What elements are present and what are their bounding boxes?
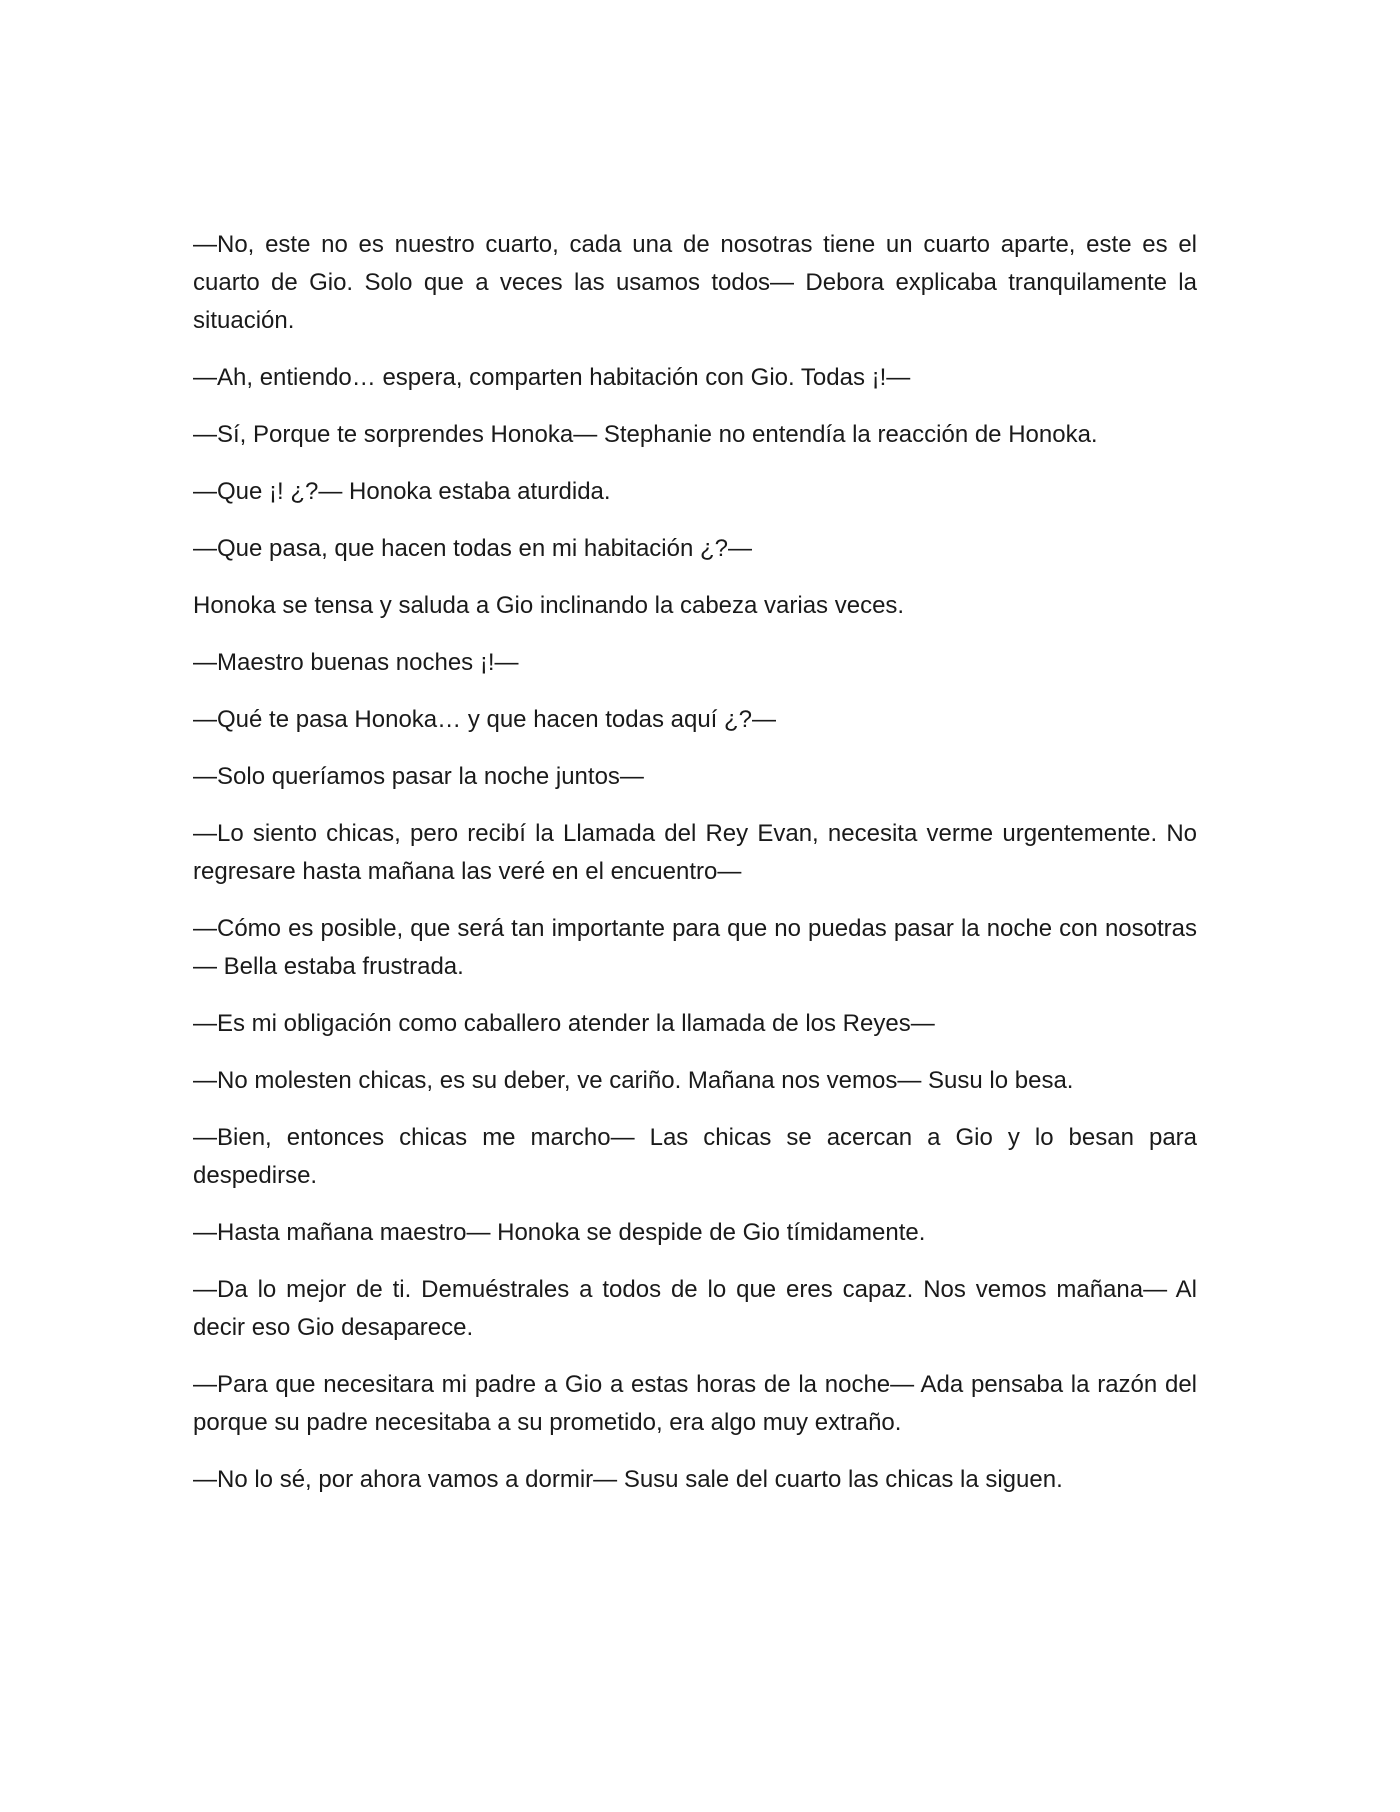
paragraph-3: —Sí, Porque te sorprendes Honoka— Stephanie no entendía la reacción de Honoka. bbox=[193, 421, 1098, 448]
paragraph-5: —Que pasa, que hacen todas en mi habitación ¿?— bbox=[193, 535, 753, 562]
paragraph-16: —Da lo mejor de ti. Demuéstrales a todos de lo que eres capaz. Nos vemos mañana— Al decir eso Gio desaparece. bbox=[193, 1276, 1197, 1341]
paragraph-14: —Bien, entonces chicas me marcho— Las chicas se acercan a Gio y lo besan para despedirse. bbox=[193, 1124, 1197, 1189]
document-body bbox=[193, 226, 1197, 1518]
paragraph-18: —No lo sé, por ahora vamos a dormir— Susu sale del cuarto las chicas la siguen. bbox=[193, 1466, 1063, 1493]
paragraph-1: —No, este no es nuestro cuarto, cada una de nosotras tiene un cuarto aparte, este es el cuarto de Gio. Solo que a veces las usamos todos— Debora explicaba tranquilamente la situación. bbox=[193, 231, 1197, 334]
paragraph-2: —Ah, entiendo… espera, comparten habitación con Gio. Todas ¡!— bbox=[193, 364, 911, 391]
paragraph-4: —Que ¡! ¿?— Honoka estaba aturdida. bbox=[193, 478, 611, 505]
paragraph-10: —Lo siento chicas, pero recibí la Llamada del Rey Evan, necesita verme urgentemente. No regresare hasta mañana las veré en el encuentro— bbox=[193, 820, 1197, 885]
paragraph-17: —Para que necesitara mi padre a Gio a estas horas de la noche— Ada pensaba la razón del porque su padre necesitaba a su prometido, era algo muy extraño. bbox=[193, 1371, 1197, 1436]
paragraph-7: —Maestro buenas noches ¡!— bbox=[193, 649, 519, 676]
paragraph-12: —Es mi obligación como caballero atender la llamada de los Reyes— bbox=[193, 1010, 935, 1037]
paragraph-11: —Cómo es posible, que será tan importante para que no puedas pasar la noche con nosotras— Bella estaba frustrada. bbox=[193, 915, 1197, 980]
paragraph-13: —No molesten chicas, es su deber, ve cariño. Mañana nos vemos— Susu lo besa. bbox=[193, 1067, 1074, 1094]
paragraph-9: —Solo queríamos pasar la noche juntos— bbox=[193, 763, 644, 790]
paragraph-8: —Qué te pasa Honoka… y que hacen todas aquí ¿?— bbox=[193, 706, 777, 733]
paragraph-6: Honoka se tensa y saluda a Gio inclinando la cabeza varias veces. bbox=[193, 592, 905, 619]
paragraph-15: —Hasta mañana maestro— Honoka se despide de Gio tímidamente. bbox=[193, 1219, 926, 1246]
